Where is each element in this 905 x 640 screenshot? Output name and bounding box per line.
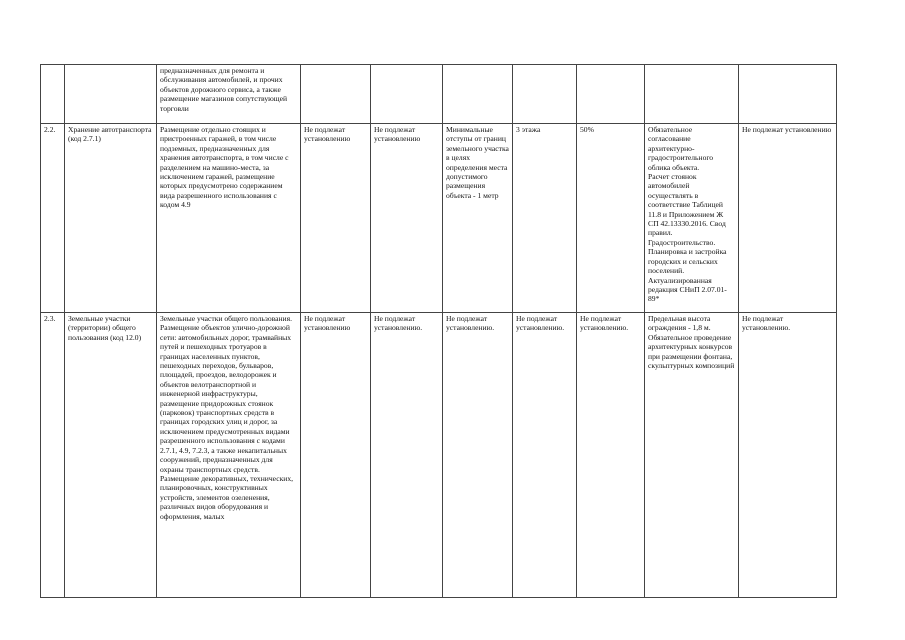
parameter-cell: Не подлежат установлению. (739, 313, 837, 598)
additional-conditions: Предельная высота ограждения - 1,8 м. Обязательное проведение архитектурных конкурсов при размещении фонтана, скульптурных композиций (645, 313, 739, 598)
parameter-cell: Не подлежат установлению (739, 124, 837, 313)
use-type-name: Земельные участки (территории) общего пользования (код 12.0) (65, 313, 157, 598)
parameter-cell: Не подлежат установлению (301, 124, 371, 313)
parameter-cell (443, 65, 513, 124)
parameter-cell (301, 65, 371, 124)
parameter-cell: 50% (577, 124, 645, 313)
use-type-description: Земельные участки общего пользования. Размещение объектов улично-дорожной сети: автомобильных дорог, трамвайных путей и пешеходных тротуаров в границах населенных пунктов, пешеходных переходов, бульваров, площадей, проездов, велодорожек и объектов велотранспортной и инженерной инфраструктуры, размещение придорожных стоянок (парковок) транспортных средств в границах городских улиц и дорог, за исключением предусмотренных видами разрешенного использования с кодами 2.7.1, 4.9, 7.2.3, а также некапитальных сооружений, предназначенных для охраны транспортных средств. Размещение декоративных, технических, планировочных, конструктивных устройств, элементов озеленения, различных видов оборудования и оформления, малых (157, 313, 301, 598)
additional-conditions (645, 65, 739, 124)
use-type-description: предназначенных для ремонта и обслуживания автомобилей, и прочих объектов дорожного сервиса, а также размещение магазинов сопутствующей торговли (157, 65, 301, 124)
parameter-cell (371, 65, 443, 124)
use-type-name: Хранение автотранспорта (код 2.7.1) (65, 124, 157, 313)
parameter-cell: Не подлежат установлению. (443, 313, 513, 598)
table-row (41, 124, 837, 313)
row-number: 2.2. (41, 124, 65, 313)
parameter-cell: Не подлежат установлению. (371, 313, 443, 598)
additional-conditions: Обязательное согласование архитектурно-градостроительного облика объекта. Расчет стоянок автомобилей осуществлять в соответствие Таблицей 11.8 и Приложением Ж СП 42.13330.2016. Свод правил. Градостроительство. Планировка и застройка городских и сельских поселений. Актуализированная редакция СНиП 2.07.01-89* (645, 124, 739, 313)
parameter-cell: Не подлежат установлению (301, 313, 371, 598)
land-use-regulations-table (40, 64, 837, 598)
row-number: 2.3. (41, 313, 65, 598)
table-row (41, 313, 837, 598)
row-number (41, 65, 65, 124)
parameter-cell: 3 этажа (513, 124, 577, 313)
parameter-cell (513, 65, 577, 124)
parameter-cell: Минимальные отступы от границ земельного участка в целях определения места допустимого размещения объекта - 1 метр (443, 124, 513, 313)
parameter-cell: Не подлежат установлению. (513, 313, 577, 598)
parameter-cell: Не подлежат установлению (371, 124, 443, 313)
parameter-cell: Не подлежат установлению. (577, 313, 645, 598)
use-type-description: Размещение отдельно стоящих и пристроенных гаражей, в том числе подземных, предназначенных для хранения автотранспорта, в том числе с разделением на машино-места, за исключением гаражей, размещение которых предусмотрено содержанием вида разрешенного использования с кодом 4.9 (157, 124, 301, 313)
use-type-name (65, 65, 157, 124)
parameter-cell (739, 65, 837, 124)
table-row (41, 65, 837, 124)
parameter-cell (577, 65, 645, 124)
